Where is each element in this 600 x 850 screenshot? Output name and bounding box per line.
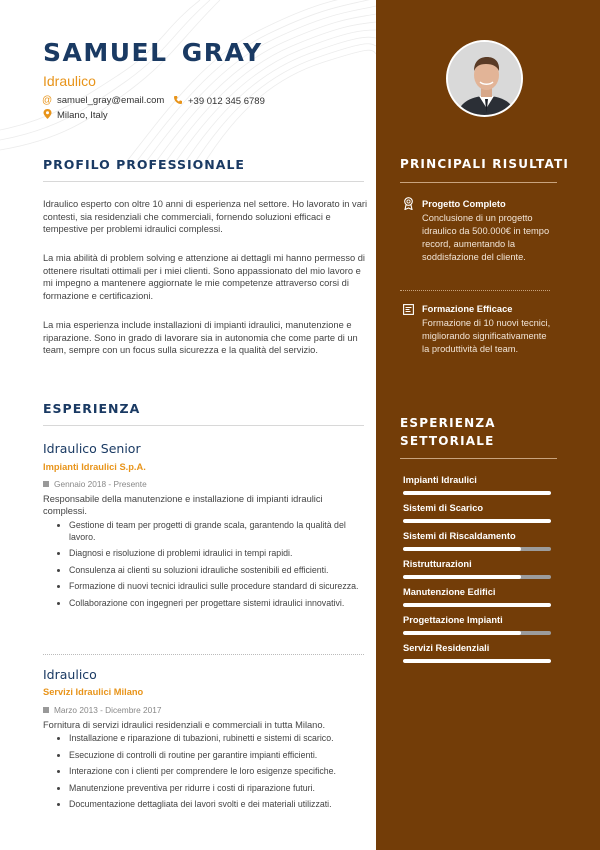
achievements-section-title: PRINCIPALI RISULTATI <box>400 157 570 171</box>
achievement-title-1: Progetto Completo <box>422 199 506 209</box>
job-bullets-1 <box>55 520 367 614</box>
achievement-title-2: Formazione Efficace <box>422 304 513 314</box>
list-item: Installazione e riparazione di tubazioni, rubinetti e sistemi di scarico. <box>55 733 367 745</box>
calendar-icon <box>43 707 49 713</box>
job-dates-text-1: Gennaio 2018 - Presente <box>54 479 147 489</box>
job-bullets-2 <box>55 733 367 816</box>
candidate-name: SAMUEL GRAY <box>43 38 263 67</box>
job-title-1: Idraulico Senior <box>43 441 141 456</box>
skill-bar-fill <box>403 491 551 495</box>
phone-text: +39 012 345 6789 <box>188 96 265 107</box>
list-item: Consulenza ai clienti su soluzioni idrauliche sostenibili ed efficienti. <box>55 565 367 577</box>
calendar-icon <box>43 481 49 487</box>
skill-bar-fill <box>403 547 521 551</box>
list-item: Collaborazione con ingegneri per progettare sistemi idraulici innovativi. <box>55 598 367 610</box>
list-item: Manutenzione preventiva per ridurre i costi di riparazione futuri. <box>55 783 367 795</box>
skills-title-line-1: ESPERIENZA <box>400 416 496 430</box>
achievement-separator <box>400 290 550 291</box>
skill-label: Sistemi di Riscaldamento <box>403 531 516 541</box>
skill-bar <box>403 547 551 551</box>
job-company-1: Impianti Idraulici S.p.A. <box>43 462 146 472</box>
skill-label: Ristrutturazioni <box>403 559 472 569</box>
profile-paragraph-3: La mia esperienza include installazioni di impianti idraulici, manutenzione e riparazione. Sono in grado di lavorare sia in autonomia che come parte di un team, sempre con un focus sulla sicurezza e la qualità del servizio. <box>43 320 358 356</box>
list-item: Esecuzione di controlli di routine per garantire impianti efficienti. <box>55 750 367 762</box>
profile-paragraph-1: Idraulico esperto con oltre 10 anni di esperienza nel settore. Ho lavorato in vari contesti, sia residenziali che commerciali, fornendo soluzioni efficaci e tempestive per problemi idraulici complessi. <box>43 199 368 235</box>
skills-divider <box>400 458 557 459</box>
award-icon <box>403 197 414 213</box>
achievements-divider <box>400 182 557 183</box>
skill-bar <box>403 575 551 579</box>
phone-icon <box>173 95 183 108</box>
skill-bar <box>403 519 551 523</box>
contact-email <box>42 95 164 106</box>
skill-bar-fill <box>403 603 551 607</box>
profile-section-title: PROFILO PROFESSIONALE <box>43 157 245 172</box>
job-title-2: Idraulico <box>43 667 97 682</box>
job-company-2: Servizi Idraulici Milano <box>43 687 144 697</box>
list-item: Diagnosi e risoluzione di problemi idraulici in tempi rapidi. <box>55 548 367 560</box>
skills-section-title <box>400 414 496 450</box>
profile-photo <box>446 40 523 117</box>
skill-bar <box>403 603 551 607</box>
skill-label: Sistemi di Scarico <box>403 503 484 513</box>
job-dates-1 <box>43 479 147 489</box>
achievement-description-1: Conclusione di un progetto idraulico da 500.000€ in tempo record, aumentando la soddisfazione del cliente. <box>422 213 550 262</box>
skill-bar-fill <box>403 631 521 635</box>
skill-bar <box>403 659 551 663</box>
profile-paragraph-2: La mia abilità di problem solving e attenzione ai dettagli mi hanno permesso di ottenere risultati ottimali per i miei clienti. Sono appassionato del mio lavoro e mi impegno a mantenere aggiornate le mie competenze attraverso corsi di formazione e certificazioni. <box>43 253 365 301</box>
job-dates-text-2: Marzo 2013 - Dicembre 2017 <box>54 705 162 715</box>
skill-label: Manutenzione Edifici <box>403 587 496 597</box>
list-item: Formazione di nuovi tecnici idraulici sulle procedure standard di sicurezza. <box>55 581 367 593</box>
map-pin-icon <box>42 109 52 122</box>
skills-title-line-2: SETTORIALE <box>400 434 495 448</box>
profile-divider <box>43 181 364 182</box>
candidate-role: Idraulico <box>43 73 96 89</box>
job-dates-2 <box>43 705 161 715</box>
location-text: Milano, Italy <box>57 110 108 121</box>
list-item: Interazione con i clienti per comprendere le loro esigenze specifiche. <box>55 766 367 778</box>
certificate-icon <box>403 304 414 318</box>
experience-section-title: ESPERIENZA <box>43 401 141 416</box>
skill-bar-fill <box>403 659 551 663</box>
contact-phone <box>173 95 265 108</box>
skill-bar <box>403 631 551 635</box>
job-description-1: Responsabile della manutenzione e installazione di impianti idraulici complessi. <box>43 494 323 516</box>
skill-bar <box>403 491 551 495</box>
job-separator <box>43 654 364 655</box>
skill-label: Impianti Idraulici <box>403 475 477 485</box>
skill-label: Progettazione Impianti <box>403 615 503 625</box>
experience-divider <box>43 425 364 426</box>
email-text: samuel_gray@email.com <box>57 95 165 106</box>
contact-location <box>42 109 108 122</box>
list-item: Documentazione dettagliata dei lavori svolti e dei materiali utilizzati. <box>55 799 367 811</box>
at-icon: @ <box>42 95 53 106</box>
job-description-2: Fornitura di servizi idraulici residenziali e commerciali in tutta Milano. <box>43 720 326 730</box>
skill-label: Servizi Residenziali <box>403 643 490 653</box>
skill-bar-fill <box>403 575 521 579</box>
skill-bar-fill <box>403 519 551 523</box>
list-item: Gestione di team per progetti di grande scala, garantendo la qualità del lavoro. <box>55 520 367 543</box>
achievement-description-2: Formazione di 10 nuovi tecnici, migliorando significativamente la produttività del team. <box>422 318 551 354</box>
